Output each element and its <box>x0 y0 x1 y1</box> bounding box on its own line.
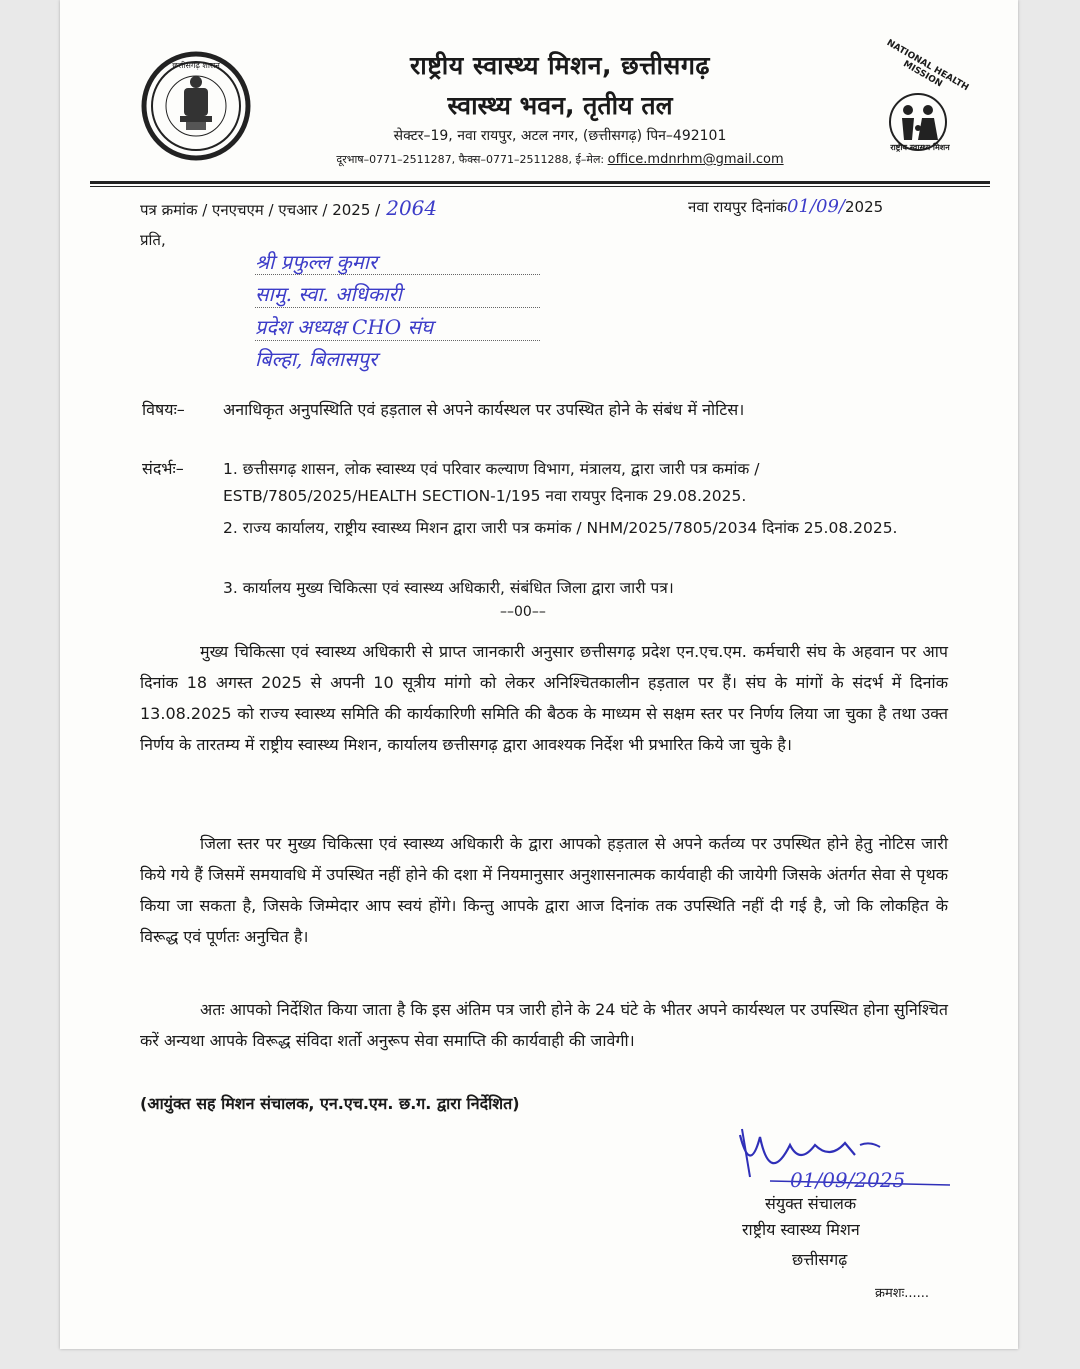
body-paragraph-3 <box>140 994 948 1056</box>
header-contact <box>280 152 840 167</box>
date-prefix: नवा रायपुर दिनांक <box>688 198 788 216</box>
designation-1: संयुक्त संचालक <box>765 1194 857 1213</box>
letter-page <box>60 0 1018 1349</box>
date-year: 2025 <box>844 198 884 216</box>
body-paragraph-3-text: अतः आपको निर्देशित किया जाता है कि इस अंतिम पत्र जारी होने के 24 घंटे के भीतर अपने कार्यस्थल पर उपस्थित होना सुनिश्चित करें अन्यथा आपके विरूद्ध संविदा शर्तो अनुरूप सेवा समाप्ति की कार्यवाही की जावेगी। <box>140 1000 948 1050</box>
recipient-dots-3 <box>255 340 540 341</box>
recipient-line-1: श्री प्रफुल्ल कुमार <box>255 250 378 274</box>
reference-2: 2. राज्य कार्यालय, राष्ट्रीय स्वास्थ्य मिशन द्वारा जारी पत्र कमांक / NHM/2025/7805/2034 दिनांक 25.08.2025. <box>223 519 898 537</box>
date-handwritten: 01/09/ <box>787 196 845 217</box>
recipient-line-3: प्रदेश अध्यक्ष CHO संघ <box>255 315 433 339</box>
letter-number <box>140 196 437 220</box>
recipient-dots-1 <box>255 274 540 275</box>
subject-text: अनाधिकृत अनुपस्थिति एवं हड़ताल से अपने कार्यस्थल पर उपस्थित होने के संबंध में नोटिस। <box>223 400 745 419</box>
contact-email[interactable]: office.mdnrhm@gmail.com <box>607 152 784 167</box>
letter-number-prefix: पत्र क्रमांक / एनएचएम / एचआर / 2025 / <box>140 201 381 219</box>
recipient-line-2: सामु. स्वा. अधिकारी <box>255 282 402 306</box>
header-title-2: स्वास्थ्य भवन, तृतीय तल <box>447 91 673 120</box>
nhm-logo-hindi: राष्ट्रीय स्वास्थ्य मिशन <box>890 143 950 152</box>
letter-date <box>688 196 883 217</box>
header-title-1: राष्ट्रीय स्वास्थ्य मिशन, छत्तीसगढ़ <box>410 51 710 80</box>
subject-label: विषयः– <box>142 400 185 419</box>
signature-date: 01/09/2025 <box>790 1168 906 1192</box>
recipient-dots-2 <box>255 307 540 308</box>
continued-note: क्रमशः...... <box>875 1286 930 1301</box>
references-label: संदर्भः– <box>142 459 184 478</box>
nhm-logo-name: NATIONAL HEALTH MISSION <box>884 38 971 94</box>
to-label: प्रति, <box>140 231 166 249</box>
body-paragraph-2 <box>140 828 948 952</box>
contact-numbers: दूरभाष–0771–2511287, फैक्स–0771–2511288, ई–मेल: <box>336 153 605 166</box>
recipient-line-4: बिल्हा, बिलासपुर <box>255 347 378 371</box>
header-divider <box>90 181 990 184</box>
reference-3: 3. कार्यालय मुख्य चिकित्सा एवं स्वास्थ्य अधिकारी, संबंधित जिला द्वारा जारी पत्र। <box>223 579 674 597</box>
body-paragraph-1 <box>140 636 948 760</box>
designation-2: राष्ट्रीय स्वास्थ्य मिशन <box>742 1220 860 1239</box>
header-divider-thin <box>90 186 990 187</box>
directive-note: (आयुंक्त सह मिशन संचालक, एन.एच.एम. छ.ग. द्वारा निर्देशित) <box>140 1094 520 1113</box>
header-address: सेक्टर–19, नवा रायपुर, अटल नगर, (छत्तीसगढ़) पिन–492101 <box>393 128 727 144</box>
separator: ––00–– <box>500 604 546 620</box>
body-paragraph-1-text: मुख्य चिकित्सा एवं स्वास्थ्य अधिकारी से प्राप्त जानकारी अनुसार छत्तीसगढ़ प्रदेश एन.एच.एम. कर्मचारी संघ के अहवान पर आप दिनांक 18 अगस्त 2025 से अपनी 10 सूत्रीय मांगो को लेकर अनिश्चितकालीन हड़ताल पर हैं। संघ के मांगों के संदर्भ में दिनांक 13.08.2025 को राज्य स्वास्थ्य समिति की कार्यकारिणी समिति की बैठक के माध्यम से सक्षम स्तर पर निर्णय लिया जा चुका है तथा उक्त निर्णय के तारतम्य में राष्ट्रीय स्वास्थ्य मिशन, कार्यालय छत्तीसगढ़ द्वारा आवश्यक निर्देश भी प्रभारित किये जा चुके है। <box>140 642 948 754</box>
letter-number-handwritten: 2064 <box>386 196 438 220</box>
body-paragraph-2-text: जिला स्तर पर मुख्य चिकित्सा एवं स्वास्थ्य अधिकारी के द्वारा आपको हड़ताल से अपने कर्तव्य पर उपस्थित होने हेतु नोटिस जारी किये गये हैं जिसमें समयावधि में उपस्थित नहीं होने की दशा में नियमानुसार अनुशासनात्मक कार्यवाही की जायेगी जिसके अंतर्गत सेवा से पृथक किया जा सकता है, जिसके जिम्मेदार आप स्वयं होंगे। किन्तु आपके द्वारा आज दिनांक तक उपस्थिति नहीं दी गई है, जो कि लोकहित के विरूद्ध एवं पूर्णतः अनुचित है। <box>140 834 948 946</box>
reference-1: 1. छत्तीसगढ़ शासन, लोक स्वास्थ्य एवं परिवार कल्याण विभाग, मंत्रालय, द्वारा जारी पत्र कमांक / ESTB/7805/2025/HEALTH SECTION-1/195 नवा रायपुर दिनाक 29.08.2025. <box>223 460 760 505</box>
designation-3: छत्तीसगढ़ <box>792 1250 848 1269</box>
seal-label: छत्तीसगढ़ शासन <box>172 61 220 70</box>
